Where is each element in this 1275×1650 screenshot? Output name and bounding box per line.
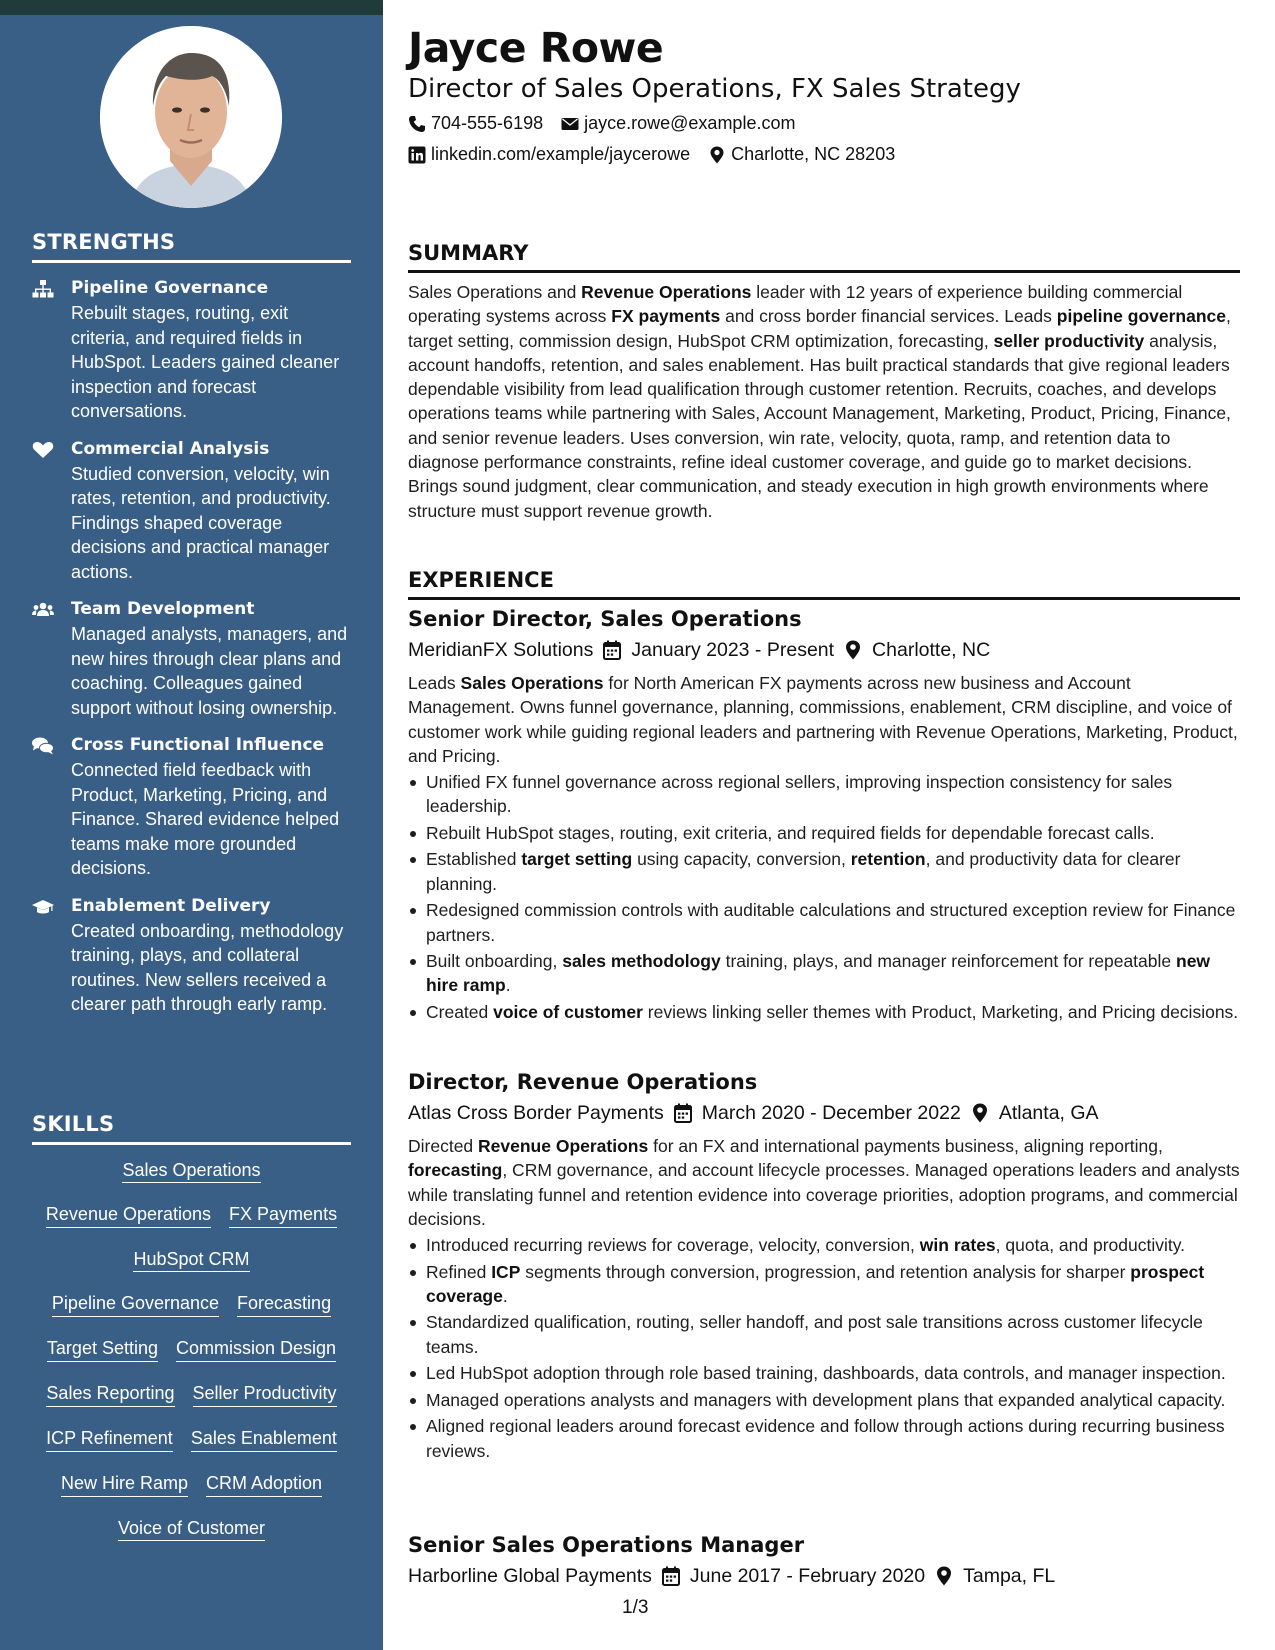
strength-desc: Created onboarding, methodology training, plays, and collateral routines. New sellers received a clearer path through early ramp. xyxy=(71,920,344,1014)
bullet-item: Refined ICP segments through conversion, progression, and retention analysis for sharper prospect coverage. xyxy=(408,1260,1240,1309)
job-meta xyxy=(408,636,1240,664)
bold-phrase: prospect coverage xyxy=(426,1261,1205,1306)
job-location: Charlotte, NC xyxy=(872,639,991,661)
users-icon xyxy=(32,601,54,619)
linkedin-contact[interactable] xyxy=(408,144,690,165)
job-location: Atlanta, GA xyxy=(998,1102,1099,1124)
skill-tag: Seller Productivity xyxy=(193,1382,337,1407)
bullet-item: Built onboarding, sales methodology training, plays, and manager reinforcement for repeatable new hire ramp. xyxy=(408,949,1240,998)
heart-icon xyxy=(32,441,54,459)
avatar xyxy=(100,26,282,208)
page-number: 1/3 xyxy=(622,1597,649,1618)
job-meta xyxy=(408,1562,1240,1590)
bold-phrase: ICP xyxy=(491,1261,521,1282)
calendar-icon xyxy=(603,640,621,660)
strength-desc: Connected field feedback with Product, Marketing, Pricing, and Finance. Shared evidence helped teams make more grounded decisions. xyxy=(71,760,340,878)
bullet-item: Standardized qualification, routing, seller handoff, and post sale transitions across customer lifecycle teams. xyxy=(408,1310,1240,1359)
job-description: Directed Revenue Operations for an FX and international payments business, aligning reporting, forecasting, CRM governance, and account lifecycle processes. Managed operations leaders and analysts while translating funnel and retention evidence into coverage priorities, adoption programs, and commercial decisions. xyxy=(408,1136,1240,1229)
job-dates: January 2023 - Present xyxy=(631,639,835,661)
phone-icon xyxy=(408,115,426,133)
sidebar-top-bar xyxy=(0,0,383,15)
email-text[interactable]: jayce.rowe@example.com xyxy=(584,113,796,133)
skill-tag: ICP Refinement xyxy=(46,1427,173,1452)
skill-row-wrapper xyxy=(32,1517,351,1541)
bullet-item: Created voice of customer reviews linking seller themes with Product, Marketing, and Pricing decisions. xyxy=(408,1000,1240,1024)
job-bullets xyxy=(408,1233,1240,1463)
phone-text: 704-555-6198 xyxy=(431,113,544,133)
linkedin-icon xyxy=(408,146,426,164)
summary-heading: SUMMARY xyxy=(408,241,1240,273)
envelope-icon xyxy=(561,115,579,133)
skill-tag: Forecasting xyxy=(237,1292,331,1317)
map-pin-icon xyxy=(935,1566,953,1586)
candidate-title: Director of Sales Operations, FX Sales Strategy xyxy=(408,74,1021,104)
bullet-item: Rebuilt HubSpot stages, routing, exit criteria, and required fields for dependable forecast calls. xyxy=(408,821,1240,845)
company-name: Atlas Cross Border Payments xyxy=(408,1102,664,1124)
job-dates: March 2020 - December 2022 xyxy=(701,1102,961,1124)
strength-item xyxy=(32,277,351,424)
skills-section xyxy=(32,1112,351,1561)
strength-title: Enablement Delivery xyxy=(71,895,271,916)
graduation-cap-icon xyxy=(32,898,54,916)
strengths-section xyxy=(32,230,351,1017)
strength-item xyxy=(32,734,351,881)
skill-tag: Target Setting xyxy=(47,1337,158,1362)
profile-photo xyxy=(100,26,282,208)
contact-row-1 xyxy=(408,113,795,134)
skills-heading: SKILLS xyxy=(32,1112,351,1145)
skill-tag: Sales Enablement xyxy=(191,1427,337,1452)
skills-list xyxy=(32,1159,351,1561)
skill-tag: Commission Design xyxy=(176,1337,336,1362)
calendar-icon xyxy=(662,1566,680,1586)
strength-desc: Rebuilt stages, routing, exit criteria, and required fields in HubSpot. Leaders gained cleaner inspection and forecast conversations. xyxy=(71,303,340,421)
experience-heading: EXPERIENCE xyxy=(408,568,1240,600)
skill-tag: Pipeline Governance xyxy=(52,1292,219,1317)
strength-item xyxy=(32,895,351,1017)
bullet-item: Led HubSpot adoption through role based training, dashboards, data controls, and manager inspection. xyxy=(408,1361,1240,1385)
bold-phrase: retention xyxy=(850,849,926,870)
location-contact xyxy=(708,144,895,165)
job-bullets xyxy=(408,770,1240,1024)
map-pin-icon xyxy=(708,146,726,164)
comments-icon xyxy=(32,737,54,755)
strength-title: Cross Functional Influence xyxy=(71,735,325,755)
company-name: MeridianFX Solutions xyxy=(408,639,594,661)
bullet-item: Established target setting using capacity, conversion, retention, and productivity data for clearer planning. xyxy=(408,847,1240,896)
company-name: Harborline Global Payments xyxy=(408,1565,652,1587)
bullet-item: Aligned regional leaders around forecast evidence and follow through actions during recurring business reviews. xyxy=(408,1414,1240,1463)
strength-desc: Studied conversion, velocity, win rates, retention, and productivity. Findings shaped coverage decisions and practical manager actions. xyxy=(71,463,331,582)
strength-item xyxy=(32,598,351,720)
strength-title: Team Development xyxy=(71,599,255,619)
job-entry xyxy=(408,1068,1240,1465)
job-meta xyxy=(408,1099,1240,1127)
job-entry xyxy=(408,605,1240,1026)
phone-contact xyxy=(408,113,543,134)
bold-phrase: Revenue Operations xyxy=(478,1136,649,1156)
job-title: Senior Director, Sales Operations xyxy=(408,607,802,631)
bold-phrase: forecasting xyxy=(408,1160,503,1181)
summary-text: Sales Operations and Revenue Operations leader with 12 years of experience building commercial operating systems across FX payments and cross border financial services. Leads pipeline governance, target setting, commission design, HubSpot CRM optimization, forecasting, seller productivity analysis, account handoffs, retention, and sales enablement. Has built practical standards that give regional leaders dependable visibility from lead qualification through customer retention. Recruits, coaches, and develops operations teams while partnering with Sales, Account Management, Marketing, Product, Pricing, Finance, and senior revenue leaders. Uses conversion, win rate, velocity, quota, ramp, and retention data to diagnose performance constraints, refine ideal customer coverage, and guide go to market decisions. Brings sound judgment, clear communication, and steady execution in high growth environments where structure must support revenue growth. xyxy=(408,282,1231,521)
bullet-item: Introduced recurring reviews for coverage, velocity, conversion, win rates, quota, and productivity. xyxy=(408,1233,1240,1257)
skill-tag: Sales Operations xyxy=(122,1160,260,1183)
skill-tag: CRM Adoption xyxy=(206,1472,322,1497)
bold-phrase: FX payments xyxy=(611,306,721,327)
job-dates: June 2017 - February 2020 xyxy=(689,1565,926,1587)
bold-phrase: pipeline governance xyxy=(1056,306,1226,327)
bold-phrase: target setting xyxy=(521,849,633,870)
job-location: Tampa, FL xyxy=(963,1565,1056,1587)
sitemap-icon xyxy=(32,280,54,298)
job-title: Director, Revenue Operations xyxy=(408,1070,758,1094)
skill-tag: Sales Reporting xyxy=(46,1382,174,1407)
map-pin-icon xyxy=(844,640,862,660)
job-title: Senior Sales Operations Manager xyxy=(408,1533,805,1557)
calendar-icon xyxy=(674,1103,692,1123)
sidebar xyxy=(0,0,383,1650)
email-contact[interactable] xyxy=(561,113,795,134)
bullet-item: Redesigned commission controls with auditable calculations and structured exception review for Finance partners. xyxy=(408,898,1240,947)
map-pin-icon xyxy=(971,1103,989,1123)
skill-row-wrapper xyxy=(32,1248,351,1272)
candidate-name: Jayce Rowe xyxy=(408,24,664,72)
job-entry xyxy=(408,1531,1240,1590)
skill-row-wrapper xyxy=(32,1159,351,1183)
bullet-item: Managed operations analysts and managers with development plans that expanded analytical capacity. xyxy=(408,1388,1240,1412)
bullet-item: Unified FX funnel governance across regional sellers, improving inspection consistency for sales leadership. xyxy=(408,770,1240,819)
bold-phrase: sales methodology xyxy=(562,951,721,972)
linkedin-text[interactable]: linkedin.com/example/jaycerowe xyxy=(431,144,691,164)
bold-phrase: new hire ramp xyxy=(426,951,1211,996)
skill-tag: New Hire Ramp xyxy=(61,1472,188,1497)
bold-phrase: voice of customer xyxy=(493,1001,643,1022)
bold-phrase: seller productivity xyxy=(993,330,1145,351)
skill-tag: Revenue Operations xyxy=(46,1203,211,1228)
strength-title: Pipeline Governance xyxy=(71,278,269,298)
location-text: Charlotte, NC 28203 xyxy=(731,144,896,164)
strength-item xyxy=(32,438,351,585)
skill-tag: HubSpot CRM xyxy=(133,1249,249,1272)
skill-tag: FX Payments xyxy=(229,1203,337,1228)
strengths-heading: STRENGTHS xyxy=(32,230,351,263)
bold-phrase: Sales Operations xyxy=(460,673,604,693)
strength-title: Commercial Analysis xyxy=(71,438,270,459)
skill-tag: Voice of Customer xyxy=(118,1518,265,1541)
job-description: Leads Sales Operations for North American FX payments across new business and Account Management. Owns funnel governance, planning, commissions, enablement, CRM discipline, and voice of customer work while guiding regional leaders and partnering with Revenue Operations, Marketing, Product, and Pricing. xyxy=(408,673,1238,766)
bold-phrase: Revenue Operations xyxy=(581,282,752,302)
strength-desc: Managed analysts, managers, and new hires through clear plans and coaching. Colleagues gained support without losing ownership. xyxy=(71,624,348,718)
bold-phrase: win rates xyxy=(919,1235,996,1256)
contact-row-2 xyxy=(408,144,895,165)
